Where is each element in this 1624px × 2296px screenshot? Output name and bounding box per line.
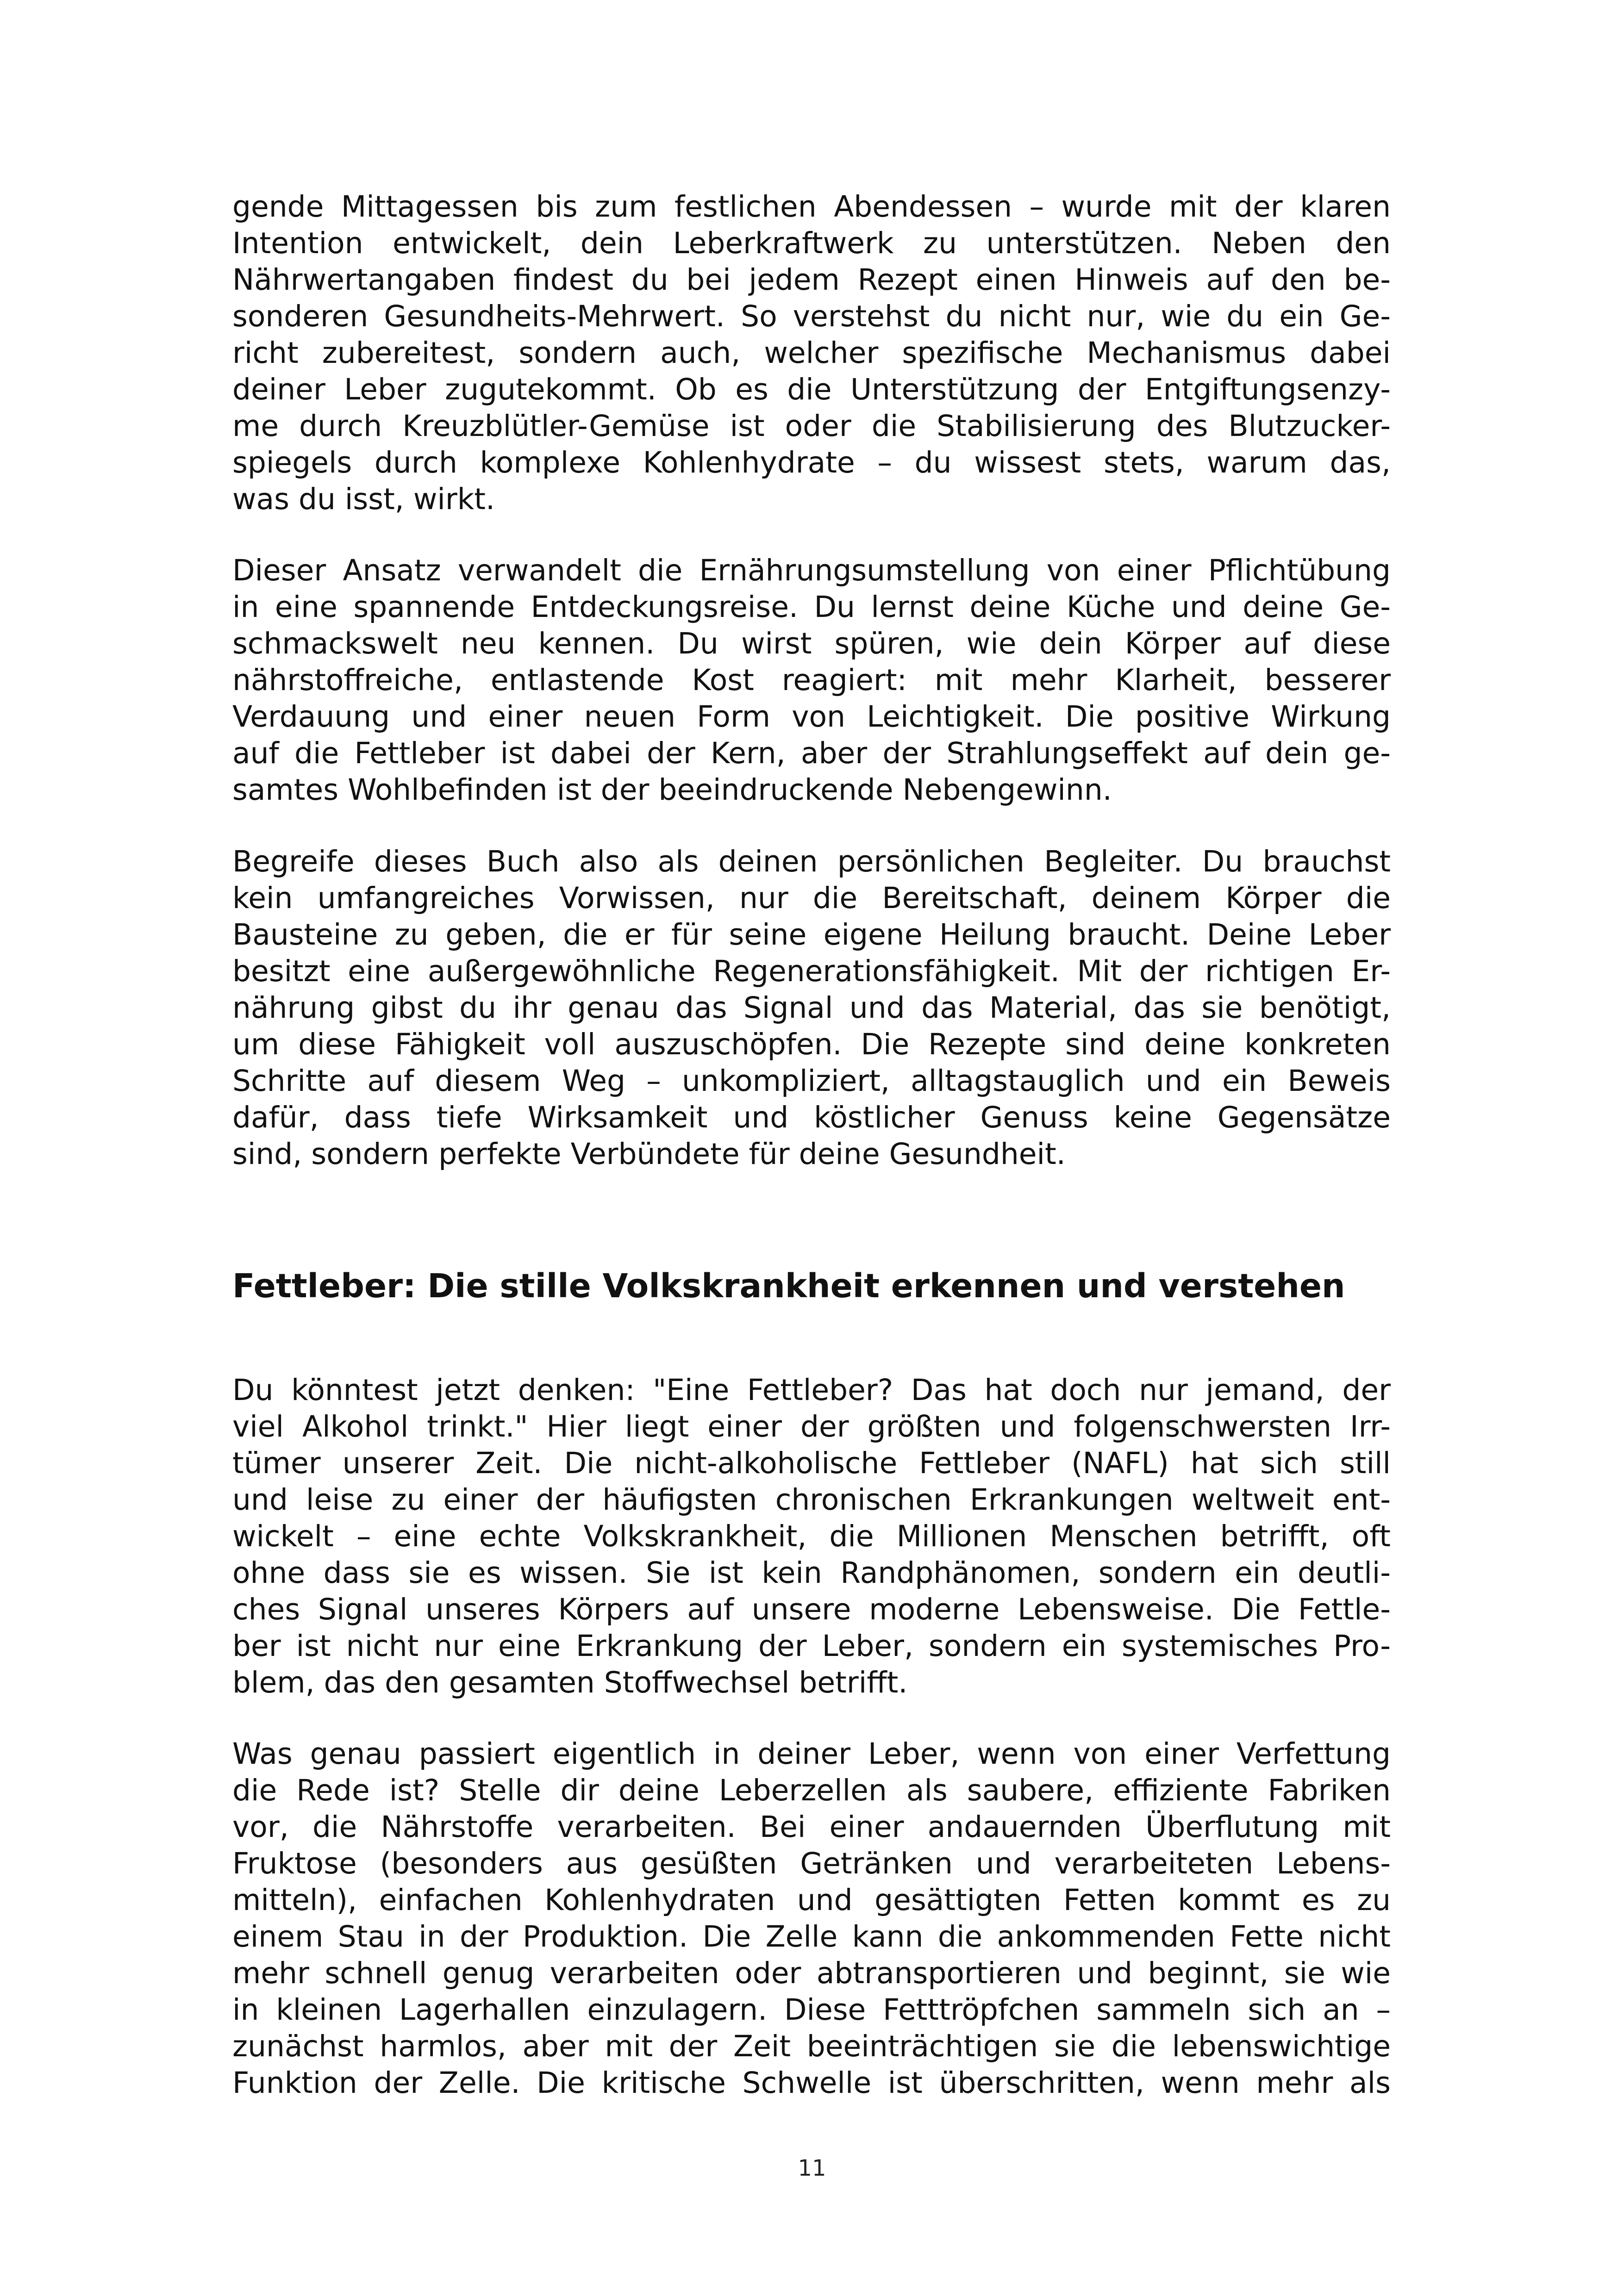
text-line: spiegels durch komplexe Kohlenhydrate – du wissest stets, warum das, [232, 446, 1391, 479]
text-line: Begreife dieses Buch also als deinen persönlichen Begleiter. Du brauchst [232, 845, 1391, 878]
text-line: Schritte auf diesem Weg – unkompliziert, alltagstauglich und ein Beweis [232, 1064, 1391, 1098]
page-number: 11 [798, 2155, 826, 2181]
text-line: Verdauung und einer neuen Form von Leichtigkeit. Die positive Wirkung [232, 700, 1391, 734]
paragraph [232, 552, 1391, 808]
text-line: um diese Fähigkeit voll auszuschöpfen. Die Rezepte sind deine konkreten [232, 1027, 1391, 1061]
text-line: vor, die Nährstoffe verarbeiten. Bei einer andauernden Überflutung mit [232, 1810, 1391, 1844]
text-line: dafür, dass tiefe Wirksamkeit und köstlicher Genuss keine Gegensätze [232, 1101, 1391, 1134]
text-line: in eine spannende Entdeckungsreise. Du lernst deine Küche und deine Ge- [232, 590, 1391, 624]
text-line: in kleinen Lagerhallen einzulagern. Diese Fetttröpfchen sammeln sich an – [232, 1993, 1391, 2027]
text-line: sind, sondern perfekte Verbündete für deine Gesundheit. [232, 1137, 1066, 1171]
text-line: Bausteine zu geben, die er für seine eigene Heilung braucht. Deine Leber [232, 918, 1391, 952]
text-line: auf die Fettleber ist dabei der Kern, aber der Strahlungseffekt auf dein ge- [232, 736, 1391, 770]
text-line: gende Mittagessen bis zum festlichen Abendessen – wurde mit der klaren [232, 190, 1391, 224]
text-line: die Rede ist? Stelle dir deine Leberzellen als saubere, effiziente Fabriken [232, 1773, 1391, 1807]
text-line: einem Stau in der Produktion. Die Zelle kann die ankommenden Fette nicht [232, 1920, 1391, 1954]
text-line: wickelt – eine echte Volkskrankheit, die Millionen Menschen betrifft, oft [232, 1519, 1391, 1553]
text-line: Nährwertangaben findest du bei jedem Rezept einen Hinweis auf den be- [232, 263, 1391, 297]
text-line: nährstoffreiche, entlastende Kost reagiert: mit mehr Klarheit, besserer [232, 663, 1391, 697]
text-line: besitzt eine außergewöhnliche Regenerationsfähigkeit. Mit der richtigen Er- [232, 954, 1391, 988]
text-line: deiner Leber zugutekommt. Ob es die Unterstützung der Entgiftungsenzy- [232, 373, 1391, 406]
text-line: Du könntest jetzt denken: "Eine Fettleber? Das hat doch nur jemand, der [232, 1373, 1391, 1407]
text-line: me durch Kreuzblütler-Gemüse ist oder die Stabilisierung des Blutzucker- [232, 409, 1391, 443]
text-line: nährung gibst du ihr genau das Signal und das Material, das sie benötigt, [232, 991, 1391, 1025]
text-line: Dieser Ansatz verwandelt die Ernährungsumstellung von einer Pflichtübung [232, 554, 1391, 587]
text-line: was du isst, wirkt. [232, 482, 495, 516]
text-line: mitteln), einfachen Kohlenhydraten und gesättigten Fetten kommt es zu [232, 1883, 1391, 1917]
paragraph [232, 1736, 1391, 2101]
text-line: richt zubereitest, sondern auch, welcher spezifische Mechanismus dabei [232, 336, 1391, 370]
paragraph [232, 843, 1391, 1172]
text-line: tümer unserer Zeit. Die nicht-alkoholische Fettleber (NAFL) hat sich still [232, 1446, 1391, 1480]
text-line: und leise zu einer der häufigsten chronischen Erkrankungen weltweit ent- [232, 1483, 1391, 1517]
text-line: viel Alkohol trinkt." Hier liegt einer der größten und folgenschwersten Irr- [232, 1410, 1391, 1444]
text-line: Funktion der Zelle. Die kritische Schwelle ist überschritten, wenn mehr als [232, 2066, 1391, 2100]
text-line: samtes Wohlbefinden ist der beeindruckende Nebengewinn. [232, 773, 1112, 807]
text-line: ches Signal unseres Körpers auf unsere moderne Lebensweise. Die Fettle- [232, 1593, 1391, 1626]
text-line: ohne dass sie es wissen. Sie ist kein Randphänomen, sondern ein deutli- [232, 1556, 1391, 1590]
text-line: Fruktose (besonders aus gesüßten Getränken und verarbeiteten Lebens- [232, 1847, 1391, 1880]
paragraph [232, 1372, 1391, 1701]
text-line: sonderen Gesundheits-Mehrwert. So verstehst du nicht nur, wie du ein Ge- [232, 299, 1391, 333]
text-line: mehr schnell genug verarbeiten oder abtransportieren und beginnt, sie wie [232, 1956, 1391, 1990]
text-line: zunächst harmlos, aber mit der Zeit beeinträchtigen sie die lebenswichtige [232, 2029, 1391, 2063]
section-heading: Fettleber: Die stille Volkskrankheit erkennen und verstehen [232, 1267, 1345, 1305]
text-line: ber ist nicht nur eine Erkrankung der Leber, sondern ein systemisches Pro- [232, 1629, 1391, 1663]
text-line: schmackswelt neu kennen. Du wirst spüren, wie dein Körper auf diese [232, 627, 1391, 660]
text-line: Was genau passiert eigentlich in deiner Leber, wenn von einer Verfettung [232, 1737, 1391, 1771]
text-line: kein umfangreiches Vorwissen, nur die Bereitschaft, deinem Körper die [232, 881, 1391, 915]
text-line: Intention entwickelt, dein Leberkraftwerk zu unterstützen. Neben den [232, 226, 1391, 260]
text-line: blem, das den gesamten Stoffwechsel betrifft. [232, 1666, 908, 1699]
paragraph [232, 188, 1391, 517]
